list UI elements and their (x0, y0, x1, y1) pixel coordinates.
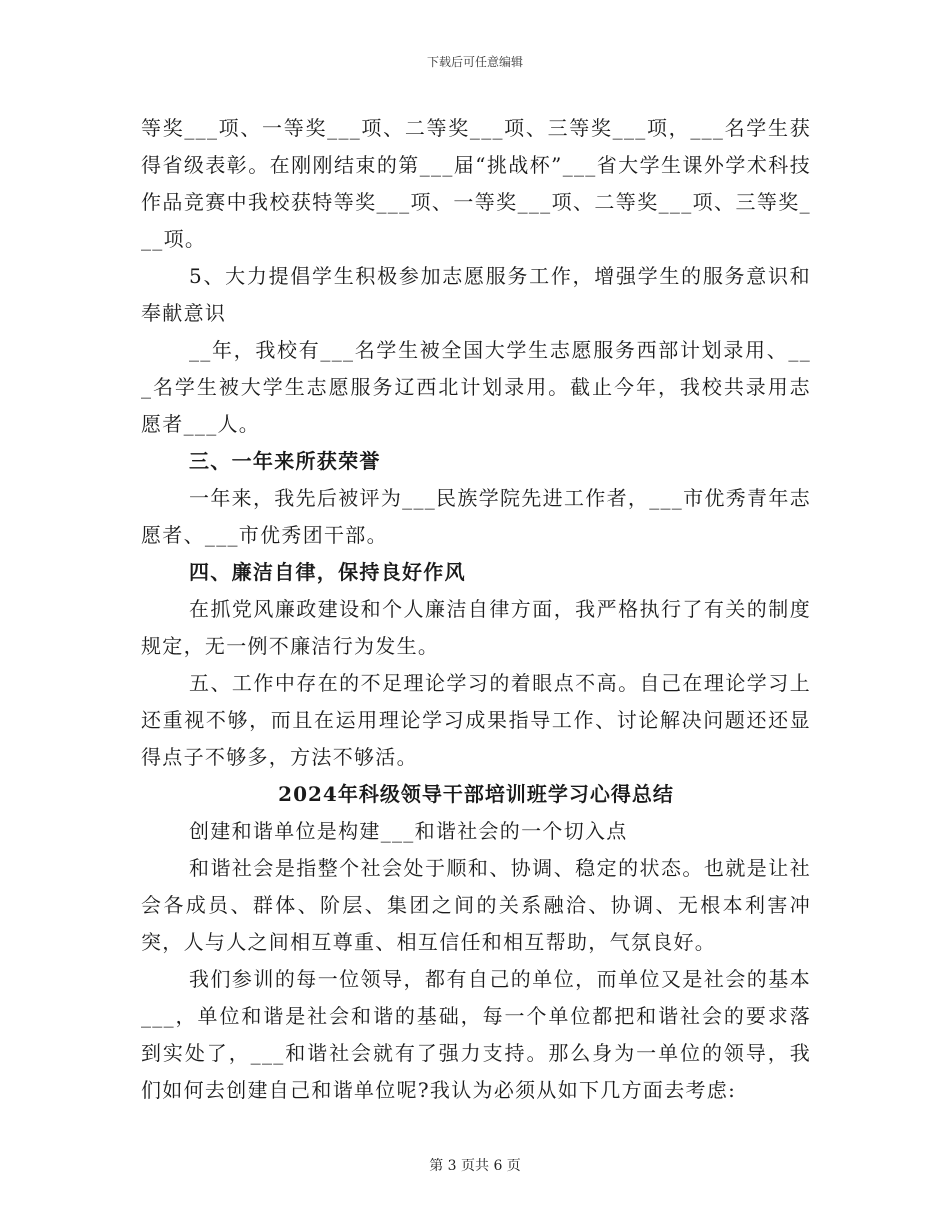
paragraph-honors: 一年来，我先后被评为___民族学院先进工作者，___市优秀青年志愿者、___市优秀团干部。 (141, 486, 811, 547)
paragraph-unit-leaders: 我们参训的每一位领导，都有自己的单位，而单位又是社会的基本___，单位和谐是社会和谐的基础，每一个单位都把和谐社会的要求落到实处了，___和谐社会就有了强力支持。那么身为一单位的领导，我们如何去创建自己和谐单位呢?我认为必须从如下几方面去考虑: (141, 967, 811, 1102)
section-heading-honors: 三、一年来所获荣誉 (189, 449, 381, 473)
paragraph-harmonious-society: 和谐社会是指整个社会处于顺和、协调、稳定的状态。也就是让社会各成员、群体、阶层、集团之间的关系融洽、协调、无根本利害冲突，人与人之间相互尊重、相互信任和相互帮助，气氛良好。 (141, 856, 811, 954)
paragraph-integrity: 在抓党风廉政建设和个人廉洁自律方面，我严格执行了有关的制度规定，无一例不廉洁行为发生。 (141, 597, 811, 658)
page-footer: 第 3 页共 6 页 (429, 1158, 521, 1174)
document-body (141, 110, 811, 1109)
document-title: 2024年科级领导干部培训班学习心得总结 (278, 782, 674, 806)
paragraph-subtitle: 创建和谐单位是构建___和谐社会的一个切入点 (189, 819, 628, 843)
page-header: 下载后可任意编辑 (426, 55, 523, 69)
paragraph-volunteer-details: __年，我校有___名学生被全国大学生志愿服务西部计划录用、___名学生被大学生志愿服务辽西北计划录用。截止今年，我校共录用志愿者___人。 (141, 338, 811, 436)
paragraph-awards-continued: 等奖___项、一等奖___项、二等奖___项、三等奖___项，___名学生获得省级表彰。在刚刚结束的第___届“挑战杯”___省大学生课外学术科技作品竞赛中我校获特等奖___项、一等奖___项、二等奖___项、三等奖___项。 (141, 116, 811, 251)
paragraph-shortcomings: 五、工作中存在的不足理论学习的着眼点不高。自己在理论学习上还重视不够，而且在运用理论学习成果指导工作、讨论解决问题还还显得点子不够多，方法不够活。 (141, 671, 811, 769)
paragraph-volunteer-item-5: 5、大力提倡学生积极参加志愿服务工作，增强学生的服务意识和奉献意识 (141, 264, 811, 325)
section-heading-integrity: 四、廉洁自律，保持良好作风 (189, 560, 466, 584)
